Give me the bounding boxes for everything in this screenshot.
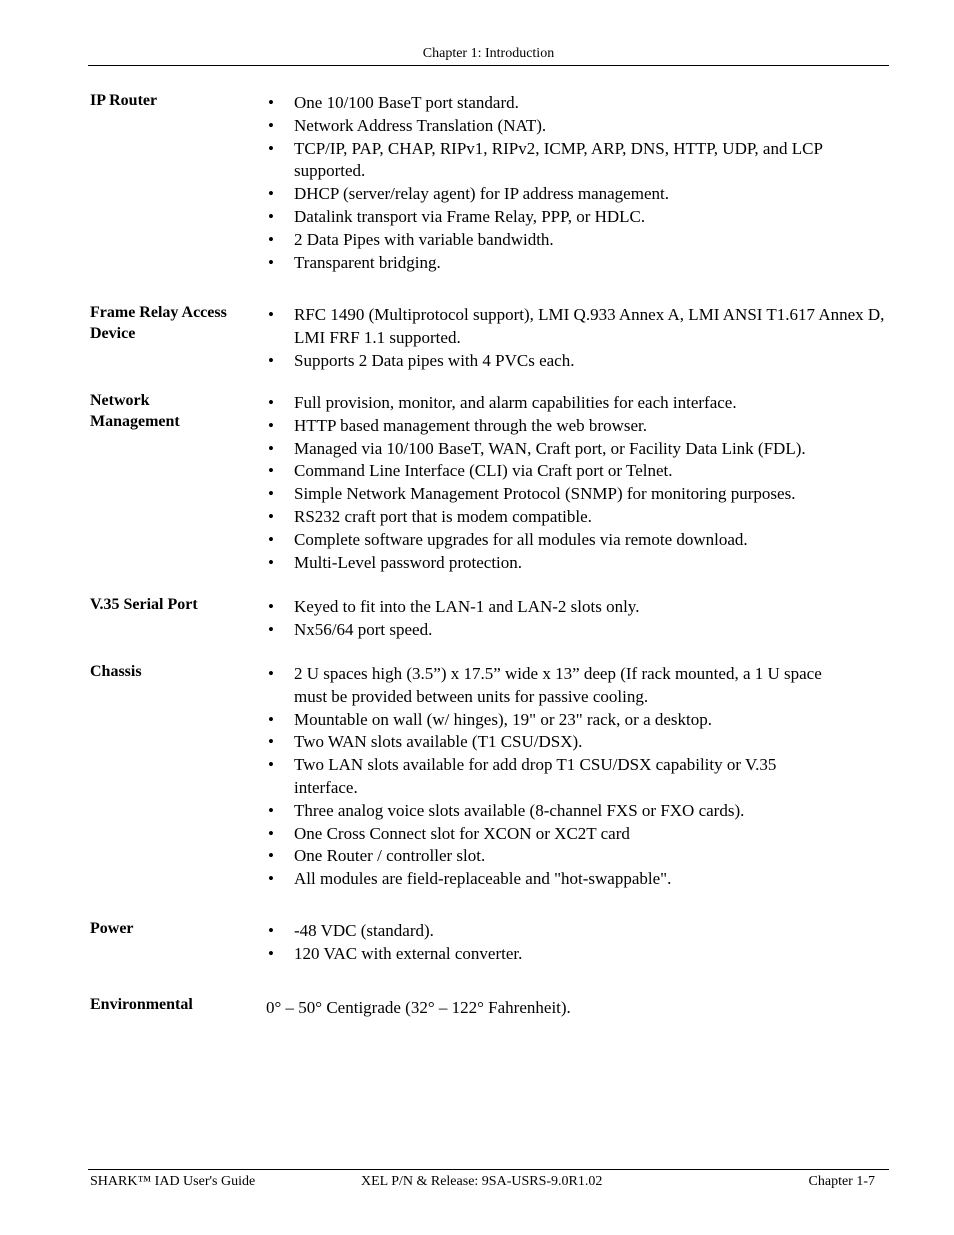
list-item: • Two WAN slots available (T1 CSU/DSX). (266, 731, 841, 754)
list-item: • Full provision, monitor, and alarm capabilities for each interface. (266, 392, 886, 415)
feature-list (266, 920, 876, 966)
section-label: Power (90, 920, 134, 937)
feature-list (266, 663, 841, 891)
feature-list (266, 392, 886, 574)
list-item: • Transparent bridging. (266, 252, 876, 275)
list-item: • Keyed to fit into the LAN-1 and LAN-2 slots only. (266, 596, 876, 619)
footer-page-number: Chapter 1-7 (808, 1174, 875, 1189)
list-item: • Supports 2 Data pipes with 4 PVCs each. (266, 350, 886, 373)
list-item: • 2 Data Pipes with variable bandwidth. (266, 229, 876, 252)
list-item: • Mountable on wall (w/ hinges), 19" or 23" rack, or a desktop. (266, 709, 841, 732)
list-item: • Network Address Translation (NAT). (266, 115, 876, 138)
list-item: • Three analog voice slots available (8-channel FXS or FXO cards). (266, 800, 841, 823)
list-item: • Datalink transport via Frame Relay, PPP, or HDLC. (266, 206, 876, 229)
list-item: • HTTP based management through the web browser. (266, 415, 886, 438)
list-item: • TCP/IP, PAP, CHAP, RIPv1, RIPv2, ICMP, ARP, DNS, HTTP, UDP, and LCP supported. (266, 138, 876, 184)
footer-release: XEL P/N & Release: 9SA-USRS-9.0R1.02 (361, 1174, 603, 1189)
list-item: • RS232 craft port that is modem compatible. (266, 506, 886, 529)
list-item: • Simple Network Management Protocol (SNMP) for monitoring purposes. (266, 483, 886, 506)
section-label: Frame Relay Access Device (90, 304, 227, 342)
section-label: IP Router (90, 92, 158, 109)
environmental-range: 0° – 50° Centigrade (32° – 122° Fahrenheit). (266, 998, 571, 1017)
section-label: Network Management (90, 392, 180, 430)
list-item: • One 10/100 BaseT port standard. (266, 92, 876, 115)
list-item: • RFC 1490 (Multiprotocol support), LMI Q.933 Annex A, LMI ANSI T1.617 Annex D, LMI FRF 1.1 supported. (266, 304, 886, 350)
list-item: • Command Line Interface (CLI) via Craft port or Telnet. (266, 460, 886, 483)
list-item: • One Router / controller slot. (266, 845, 841, 868)
list-item: • One Cross Connect slot for XCON or XC2T card (266, 823, 841, 846)
section-label: Chassis (90, 663, 142, 680)
feature-list (266, 92, 876, 274)
list-item: • -48 VDC (standard). (266, 920, 876, 943)
feature-list (266, 596, 876, 642)
page-header (88, 45, 889, 66)
list-item: • Nx56/64 port speed. (266, 619, 876, 642)
list-item: • Multi-Level password protection. (266, 552, 886, 575)
chapter-title: Chapter 1: Introduction (422, 46, 555, 61)
list-item: • 2 U spaces high (3.5”) x 17.5” wide x 13” deep (If rack mounted, a 1 U space must be provided between units for passive cooling. (266, 663, 841, 709)
list-item: • Complete software upgrades for all modules via remote download. (266, 529, 886, 552)
feature-list (266, 304, 886, 372)
page-footer (88, 1169, 889, 1189)
list-item: • Managed via 10/100 BaseT, WAN, Craft port, or Facility Data Link (FDL). (266, 438, 886, 461)
section-label: Environmental (90, 996, 193, 1013)
list-item: • Two LAN slots available for add drop T1 CSU/DSX capability or V.35 interface. (266, 754, 841, 800)
list-item: • 120 VAC with external converter. (266, 943, 876, 966)
list-item: • All modules are field-replaceable and "hot-swappable". (266, 868, 841, 891)
list-item: • DHCP (server/relay agent) for IP address management. (266, 183, 876, 206)
section-label: V.35 Serial Port (90, 596, 198, 613)
footer-guide-title: SHARK™ IAD User's Guide (90, 1174, 256, 1189)
